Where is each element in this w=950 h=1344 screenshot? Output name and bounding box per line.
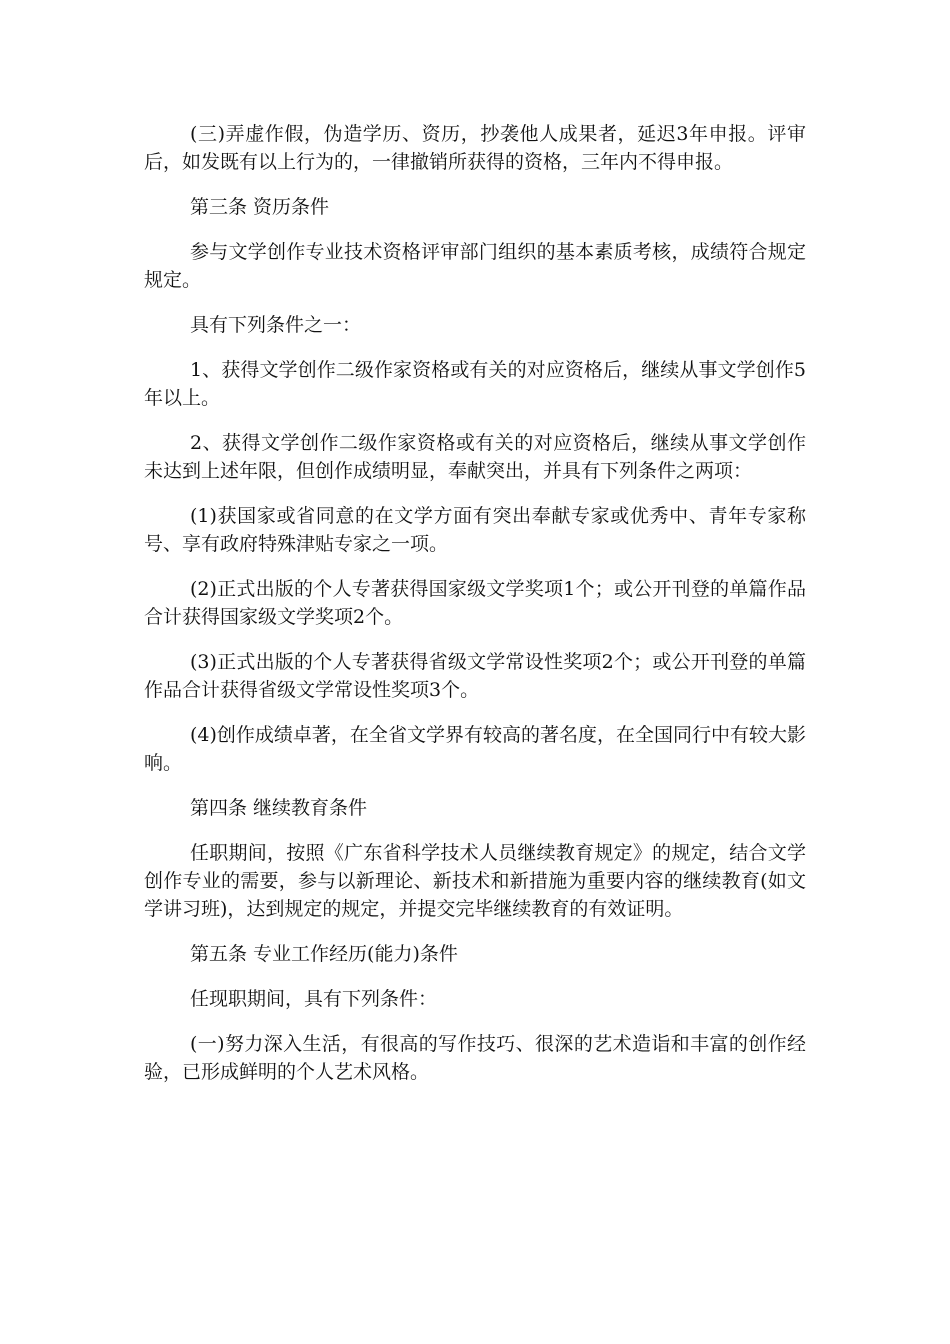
- paragraph-item-4: (4)创作成绩卓著，在全省文学界有较高的著名度，在全国同行中有较大影响。: [144, 724, 806, 774]
- paragraph-condition-2: 2、获得文学创作二级作家资格或有关的对应资格后，继续从事文学创作未达到上述年限，但创作成绩明显，奉献突出，并具有下列条件之两项：: [144, 432, 806, 482]
- heading-article-3: 第三条 资历条件: [190, 196, 330, 218]
- paragraph-item-2: (2)正式出版的个人专著获得国家级文学奖项1个；或公开刊登的单篇作品合计获得国家级文学奖项2个。: [144, 578, 806, 628]
- paragraph-tenure-conditions: 任现职期间，具有下列条件：: [190, 988, 438, 1010]
- paragraph-continuing-education: 任职期间，按照《广东省科学技术人员继续教育规定》的规定，结合文学创作专业的需要，参与以新理论、新技术和新措施为重要内容的继续教育(如文学讲习班)，达到规定的规定，并提交完毕继续教育的有效证明。: [144, 842, 806, 920]
- heading-article-4: 第四条 继续教育条件: [190, 797, 368, 819]
- document-page: [144, 120, 806, 1103]
- paragraph-item-1: (1)获国家或省同意的在文学方面有突出奉献专家或优秀中、青年专家称号、享有政府特殊津贴专家之一项。: [144, 505, 806, 555]
- heading-article-5: 第五条 专业工作经历(能力)条件: [190, 943, 458, 965]
- paragraph-item-3: (3)正式出版的个人专著获得省级文学常设性奖项2个；或公开刊登的单篇作品合计获得省级文学常设性奖项3个。: [144, 651, 806, 701]
- paragraph-assessment: 参与文学创作专业技术资格评审部门组织的基本素质考核，成绩符合规定规定。: [144, 241, 806, 291]
- paragraph-condition-1: 1、获得文学创作二级作家资格或有关的对应资格后，继续从事文学创作5年以上。: [144, 359, 806, 409]
- paragraph-conditions-intro: 具有下列条件之一：: [190, 314, 362, 336]
- paragraph-clause-1-style: (一)努力深入生活，有很高的写作技巧、很深的艺术造诣和丰富的创作经验，已形成鲜明的个人艺术风格。: [144, 1033, 806, 1083]
- paragraph-clause-3-fraud: (三)弄虚作假，伪造学历、资历，抄袭他人成果者，延迟3年申报。评审后，如发既有以上行为的，一律撤销所获得的资格，三年内不得申报。: [144, 123, 806, 173]
